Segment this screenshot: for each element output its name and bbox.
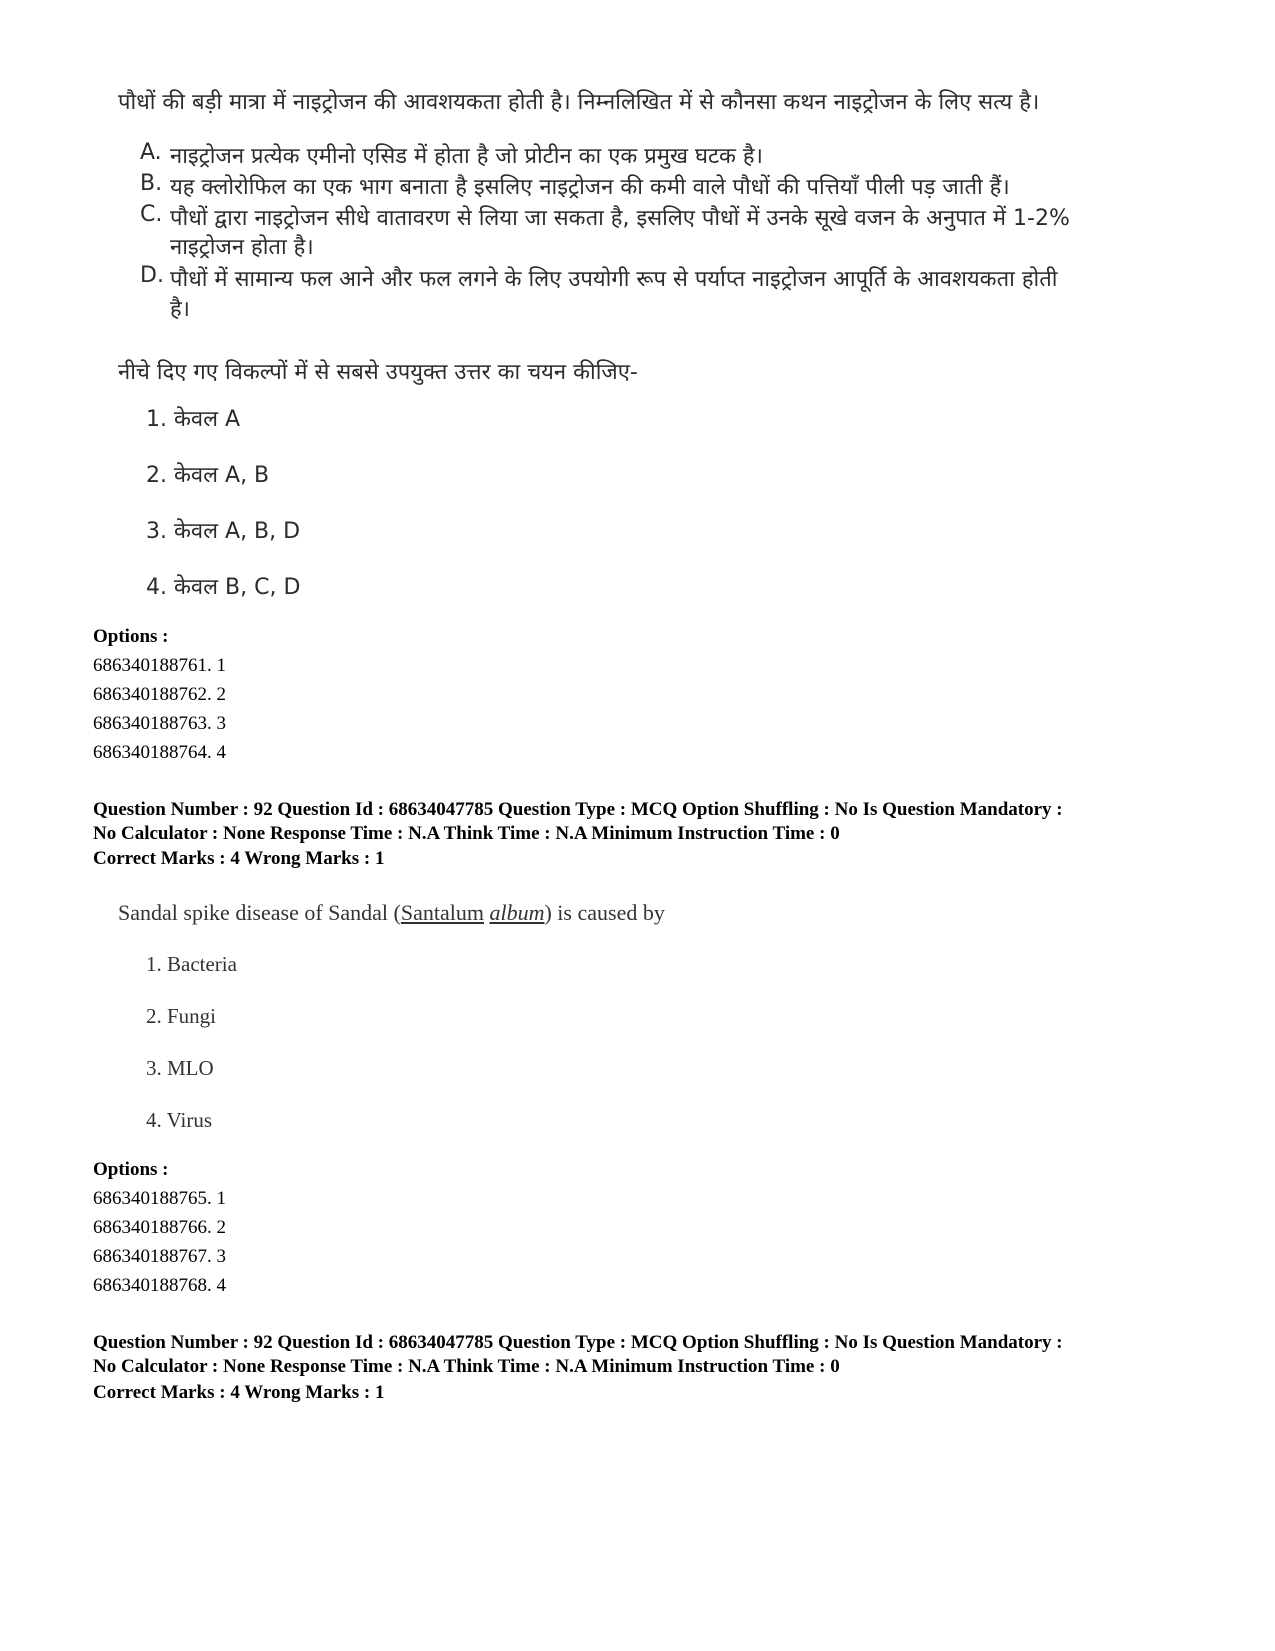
answer-choice: 3. MLO	[146, 1056, 214, 1080]
marks-info: Correct Marks : 4 Wrong Marks : 1	[93, 1382, 385, 1403]
statement-letter: D.	[140, 263, 164, 288]
answer-choice: 2. केवल A, B	[146, 463, 270, 488]
answer-choice: 2. Fungi	[146, 1004, 217, 1028]
option-item: 686340188768. 4	[93, 1275, 226, 1296]
statement-text: पौधों में सामान्य फल आने और फल लगने के लिए उपयोगी रूप से पर्याप्त नाइट्रोजन आपूर्ति के आवशयकता होती	[170, 267, 1058, 292]
stem-text: ) is caused by	[544, 900, 665, 925]
marks-info: Correct Marks : 4 Wrong Marks : 1	[93, 848, 385, 869]
genus-name: Santalum	[400, 900, 484, 925]
option-item: 686340188767. 3	[93, 1246, 226, 1267]
options-heading: Options :	[93, 626, 169, 647]
statement-letter: C.	[140, 202, 163, 227]
question-stem: पौधों की बड़ी मात्रा में नाइट्रोजन की आवशयकता होती है। निम्नलिखित में से कौनसा कथन नाइट्रोजन के लिए सत्य है।	[118, 90, 1040, 115]
answer-choice: 3. केवल A, B, D	[146, 519, 301, 544]
choose-prompt: नीचे दिए गए विकल्पों में से सबसे उपयुक्त उत्तर का चयन कीजिए-	[118, 360, 638, 385]
option-item: 686340188766. 2	[93, 1217, 226, 1238]
option-item: 686340188764. 4	[93, 742, 226, 763]
statement-letter: A.	[140, 140, 162, 165]
statement-text: नाइट्रोजन प्रत्येक एमीनो एसिड में होता है जो प्रोटीन का एक प्रमुख घटक है।	[170, 144, 763, 169]
statement-text: यह क्लोरोफिल का एक भाग बनाता है इसलिए नाइट्रोजन की कमी वाले पौधों की पत्तियाँ पीली पड़ जाती हैं।	[170, 175, 1010, 200]
options-heading: Options :	[93, 1159, 169, 1180]
question-meta-line: Question Number : 92 Question Id : 68634047785 Question Type : MCQ Option Shuffling : No Is Question Mandatory :	[93, 1332, 1063, 1353]
answer-choice: 4. Virus	[146, 1108, 213, 1132]
statement-letter: B.	[140, 171, 163, 196]
answer-choice: 1. केवल A	[146, 407, 241, 432]
question-meta	[93, 798, 1203, 846]
question-meta-line: No Calculator : None Response Time : N.A Think Time : N.A Minimum Instruction Time : 0	[93, 823, 840, 844]
question-stem	[118, 900, 665, 926]
stem-text: Sandal spike disease of Sandal (	[118, 900, 401, 925]
statement-text: है।	[170, 297, 191, 322]
options-list	[93, 1155, 226, 1300]
option-item: 686340188763. 3	[93, 713, 226, 734]
option-item: 686340188765. 1	[93, 1188, 226, 1209]
question-meta	[93, 1331, 1203, 1379]
option-item: 686340188762. 2	[93, 684, 226, 705]
species-name: album	[489, 900, 545, 925]
answer-choice: 1. Bacteria	[146, 952, 237, 976]
statement-text: पौधों द्वारा नाइट्रोजन सीधे वातावरण से लिया जा सकता है, इसलिए पौधों में उनके सूखे वजन के अनुपात में 1-2%	[170, 206, 1070, 231]
options-list	[93, 622, 226, 767]
answer-choice: 4. केवल B, C, D	[146, 575, 301, 600]
option-item: 686340188761. 1	[93, 655, 226, 676]
statement-text: नाइट्रोजन होता है।	[170, 235, 314, 260]
question-meta-line: No Calculator : None Response Time : N.A Think Time : N.A Minimum Instruction Time : 0	[93, 1356, 840, 1377]
question-meta-line: Question Number : 92 Question Id : 68634047785 Question Type : MCQ Option Shuffling : No Is Question Mandatory :	[93, 799, 1063, 820]
